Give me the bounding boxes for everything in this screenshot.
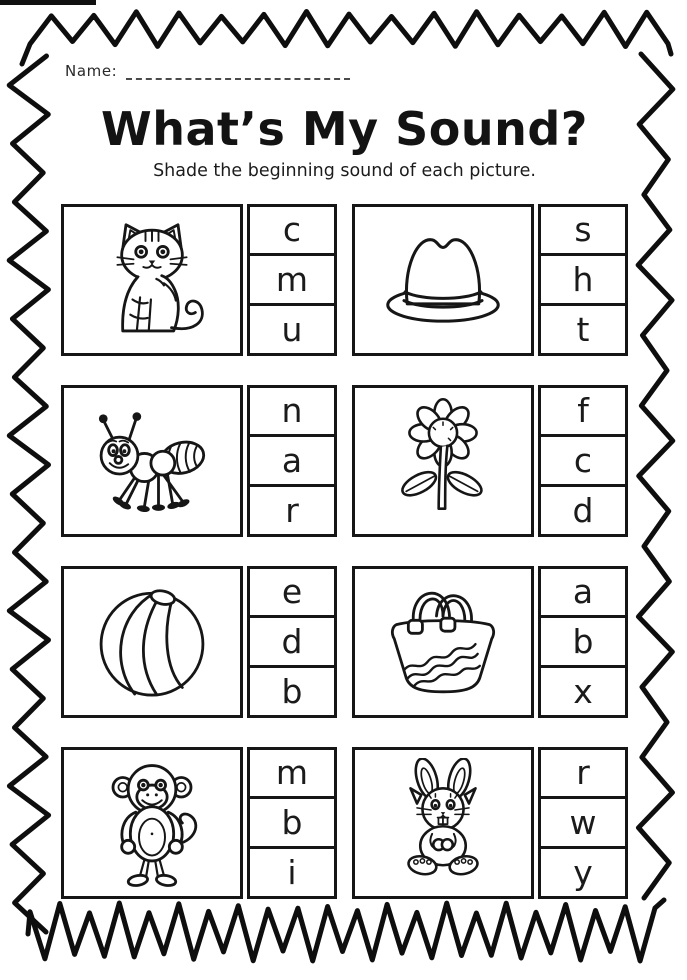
sound-card	[61, 204, 337, 356]
letter-option[interactable]	[538, 747, 628, 800]
letter-label: t	[576, 309, 590, 349]
letter-options	[247, 204, 337, 356]
scan-edge-artifact	[0, 0, 96, 5]
sound-card	[61, 747, 337, 899]
sound-card	[352, 204, 628, 356]
letter-option[interactable]	[538, 615, 628, 668]
letter-label: m	[275, 260, 309, 300]
letter-label: r	[576, 753, 590, 793]
letter-label: b	[281, 803, 303, 843]
cards-grid	[61, 204, 628, 899]
letter-options	[247, 747, 337, 899]
letter-option[interactable]	[538, 204, 628, 257]
letter-label: r	[285, 490, 299, 530]
picture-box	[61, 747, 243, 899]
letter-label: h	[572, 260, 594, 300]
letter-label: f	[577, 391, 589, 431]
letter-option[interactable]	[538, 434, 628, 487]
letter-option[interactable]	[247, 434, 337, 487]
letter-option[interactable]	[538, 665, 628, 718]
rabbit-image	[378, 758, 508, 888]
letter-label: u	[281, 309, 303, 349]
name-label: Name:	[65, 62, 118, 80]
picture-box	[352, 204, 534, 356]
letter-option[interactable]	[247, 846, 337, 899]
letter-label: b	[572, 622, 594, 662]
letter-option[interactable]	[247, 566, 337, 619]
monkey-image	[87, 758, 217, 888]
letter-option[interactable]	[247, 253, 337, 306]
sound-card	[352, 566, 628, 718]
letter-options	[538, 204, 628, 356]
sound-card	[61, 385, 337, 537]
letter-option[interactable]	[538, 484, 628, 537]
letter-option[interactable]	[538, 385, 628, 438]
letter-label: i	[287, 852, 297, 892]
picture-box	[352, 747, 534, 899]
letter-label: y	[573, 852, 593, 892]
picture-box	[61, 566, 243, 718]
cat-image	[87, 215, 217, 345]
letter-option[interactable]	[538, 846, 628, 899]
letter-option[interactable]	[538, 303, 628, 356]
letter-options	[247, 385, 337, 537]
letter-options	[538, 385, 628, 537]
letter-option[interactable]	[247, 303, 337, 356]
letter-label: n	[281, 391, 303, 431]
letter-option[interactable]	[247, 204, 337, 257]
letter-label: s	[574, 210, 592, 250]
letter-option[interactable]	[247, 615, 337, 668]
picture-box	[352, 385, 534, 537]
letter-label: d	[281, 622, 303, 662]
name-row	[65, 58, 628, 80]
letter-label: x	[573, 671, 593, 711]
letter-label: m	[275, 753, 309, 793]
letter-option[interactable]	[247, 796, 337, 849]
page-title: What’s My Sound?	[100, 102, 588, 156]
picture-box	[352, 566, 534, 718]
letter-options	[538, 747, 628, 899]
letter-label: e	[281, 572, 303, 612]
letter-option[interactable]	[247, 484, 337, 537]
sound-card	[352, 385, 628, 537]
picture-box	[61, 385, 243, 537]
letter-label: c	[282, 210, 302, 250]
letter-option[interactable]	[538, 566, 628, 619]
letter-label: b	[281, 671, 303, 711]
letter-options	[538, 566, 628, 718]
letter-option[interactable]	[247, 385, 337, 438]
letter-label: c	[573, 441, 593, 481]
hat-image	[378, 215, 508, 345]
letter-options	[247, 566, 337, 718]
name-blank-line[interactable]	[126, 65, 350, 80]
flower-image	[378, 396, 508, 526]
instructions: Shade the beginning sound of each picture.	[153, 160, 536, 181]
letter-label: w	[569, 803, 597, 843]
picture-box	[61, 204, 243, 356]
letter-option[interactable]	[538, 796, 628, 849]
letter-option[interactable]	[538, 253, 628, 306]
sound-card	[352, 747, 628, 899]
bag-image	[378, 577, 508, 707]
letter-label: d	[572, 490, 594, 530]
sound-card	[61, 566, 337, 718]
letter-option[interactable]	[247, 665, 337, 718]
ball-image	[87, 577, 217, 707]
ant-image	[87, 396, 217, 526]
letter-label: a	[572, 572, 594, 612]
letter-label: a	[281, 441, 303, 481]
letter-option[interactable]	[247, 747, 337, 800]
